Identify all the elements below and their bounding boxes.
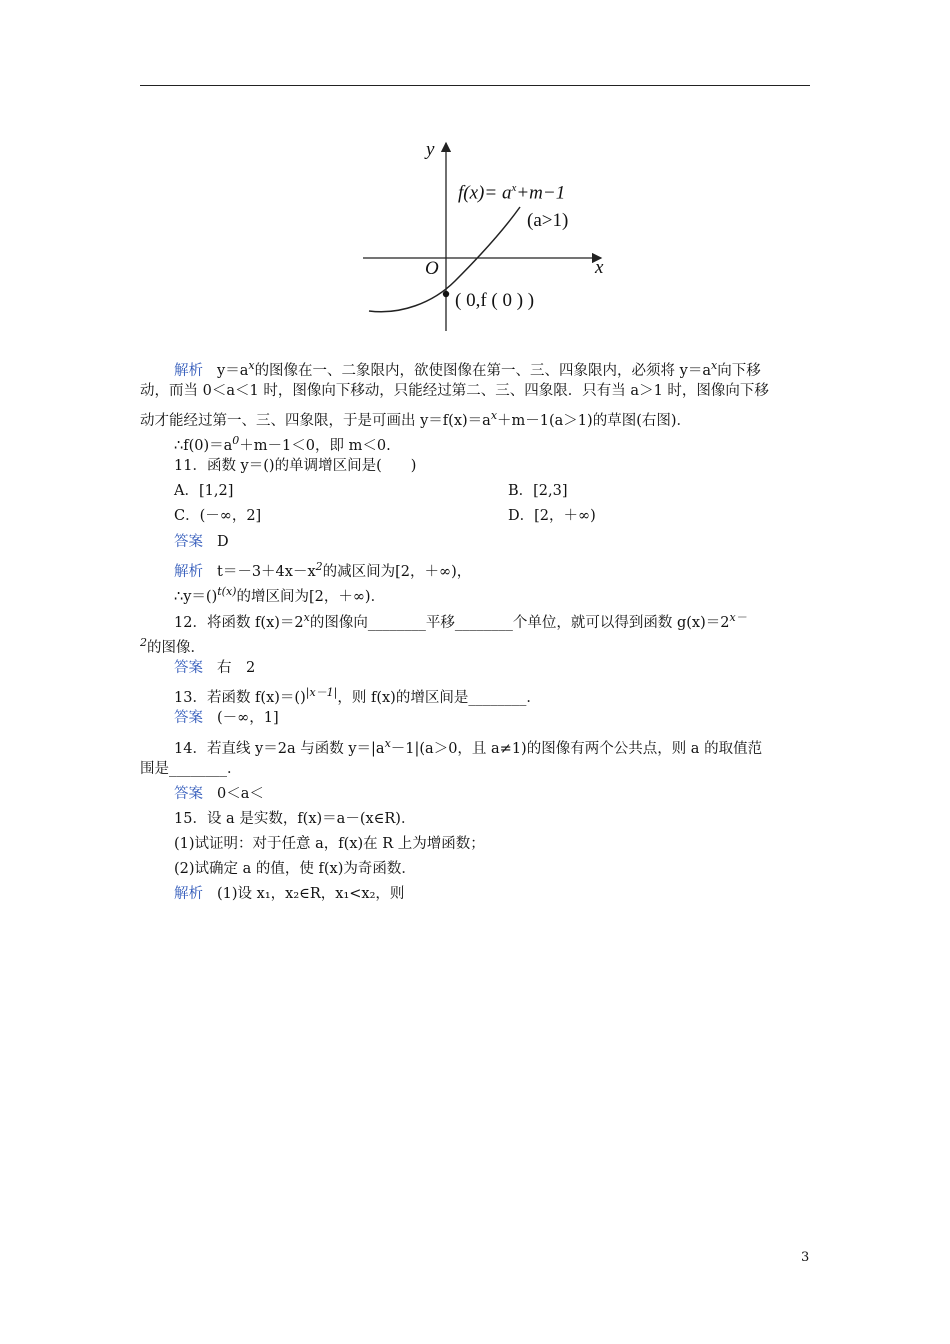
text-line: (1)试证明：对于任意 a，f(x)在 R 上为增函数； [174,836,485,852]
text-line: 动，而当 0＜a＜1 时，图像向下移动，只能经过第二、三、四象限．只有当 a＞1 时，图像向下移 [140,383,769,399]
answer-line: 答案 0＜a＜ [174,786,264,802]
page-number: 3 [801,1250,810,1265]
analysis-tag: 解析 [174,563,203,580]
answer-tag: 答案 [174,534,203,550]
point-label: ( 0,f ( 0 ) ) [455,290,535,311]
question-13: 13．若函数 f(x)＝()$^{|x-1|}$，则 f(x)的增区间是________． [174,686,541,706]
y-axis-label: y [426,139,435,160]
text-line: $^2$的图像． [140,636,205,656]
option-c: C．(－∞，2] [174,508,262,524]
text-line: 动才能经过第一、三、四象限，于是可画出 $y=f(x)=a^x+m-1(a>1)$的草图(右图)． [140,409,692,429]
question-12: 12．将函数 $f(x)=2^x$的图像向________平移________个单位，就可以得到函数 $g(x)=2^{x-}$ [174,611,747,631]
text-line: 解析 $y=a^x$的图像在一、二象限内，欲使图像在第一、三、四象限内，必须将 $y=a^x$向下移 [174,359,761,379]
question-15: 15．设 a 是实数，f(x)＝a－(x∈R)． [174,811,416,827]
option-b: B．[2,3] [508,483,568,499]
text-line: 解析 (1)设 x₁，x₂∈R，x₁<x₂，则 [174,886,405,902]
text-line: 围是________． [140,761,242,777]
text-line: ∴y＝()$^{t(x)}$的增区间为[2，＋∞)． [174,585,386,605]
question-11: 11．函数 y＝()的单调增区间是( ) [174,458,417,474]
header-rule [140,85,810,86]
question-14: 14．若直线 y＝2a 与函数 $y=|a^x-1|(a>0$，且 a≠1)的图像有两个公共点，则 a 的取值范 [174,737,763,757]
answer-tag: 答案 [174,786,203,802]
text-line: $\therefore f(0)=a^0+m-1<0$，即 m＜0. [174,434,391,454]
analysis-tag: 解析 [174,362,203,379]
answer-tag: 答案 [174,660,203,676]
function-label: $f(x)= a^x+m-1$ [458,182,566,204]
analysis-tag: 解析 [174,886,203,902]
origin-label: O [425,258,439,279]
intercept-point [443,291,449,297]
answer-line: 答案 右 2 [174,660,256,676]
answer-line: 答案 D [174,534,229,550]
option-a: A．[1,2] [174,483,234,499]
answer-line: 答案 (－∞，1] [174,710,279,726]
x-axis-label: x [595,257,604,278]
function-graph-figure [355,135,615,335]
text-line: (2)试确定 a 的值，使 f(x)为奇函数． [174,861,416,877]
text-line: 解析 $t=-3+4x-x^2$的减区间为[2，＋∞)， [174,560,472,580]
condition-label: (a>1) [527,210,569,231]
option-d: D．[2，＋∞) [508,508,596,524]
answer-tag: 答案 [174,710,203,726]
